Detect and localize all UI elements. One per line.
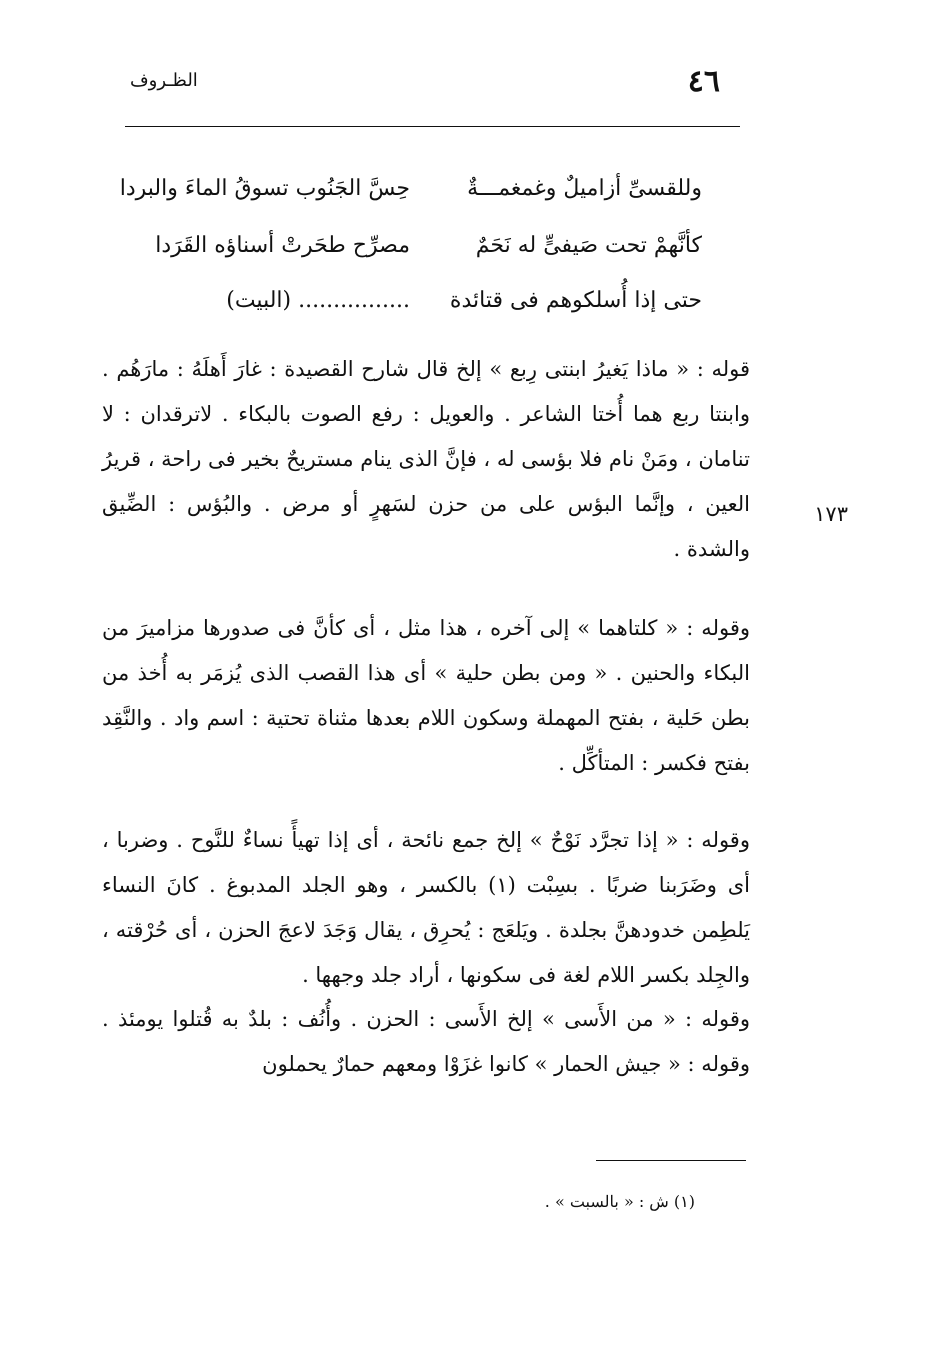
verse-first-hemistich: حتى إذا أُسلكوهم فى قتائدة	[449, 288, 702, 313]
commentary-paragraph-3: وقوله : « إذا تجرَّد نَوْحٌ » إلخ جمع نائحة ، أى إذا تهيأً نساءٌ للنَّوح . وضربا ، أى وضَرَبنا ضربًا . بسِبْت (١) بالكسر ، وهو الجلد المدبوغ . كانَ النساء يَلطِمن خدودهنَّ بجلدة . ويَلعَج : يُحرِق ، يقال وَجَدَ لاعجَ الحزن ، أى حُرْقته ، والجِلد بكسر اللام لغة فى سكونها ، أراد جلد وجهها .	[102, 828, 751, 987]
page-number: ٤٦	[687, 64, 720, 99]
header-divider	[125, 126, 740, 127]
verse-line-2	[0, 233, 927, 273]
verse-line-1	[0, 176, 927, 216]
margin-number: ١٧٣	[814, 502, 848, 526]
running-header-title: الظـروف	[130, 70, 198, 91]
verse-first-hemistich: كأنَّهمْ تحت صَيفىٍّ له نَحَمٌ	[475, 233, 702, 258]
verse-line-3	[0, 288, 927, 328]
verse-second-hemistich: مصرِّح طحَرتْ أسناؤه القَرَدا	[155, 233, 410, 258]
verse-first-hemistich: وللقسىِّ أزاميلٌ وغمغمـــةٌ	[467, 176, 702, 201]
footnote-divider	[596, 1160, 746, 1161]
commentary-paragraph-1: قوله : « ماذا يَغيرُ ابنتى رِبع » إلخ قال شارح القصيدة : غارَ أَهلَهُ : مارَهُم . وابنتا ربع هما أُختا الشاعر . والعويل : رفع الصوت بالبكاء . لاترقدان : لا تنامان ، ومَنْ نام فلا بؤسى له ، فإنَّ الذى ينام مستريحٌ بخير فى راحة ، قريرُ العين ، وإنَّما البؤس على من حزن لسَهرٍ أو مرض . والبُؤس : الضِّيق والشدة .	[101, 357, 750, 561]
verse-second-hemistich: ................ (البيت)	[226, 288, 410, 313]
footnote: (١) ش : « بالسبت » .	[544, 1192, 695, 1211]
commentary-paragraph-4: وقوله : « من الأَسى » إلخ الأَسى : الحزن . وأُنُف : بلدٌ به قُتلوا يومئذ . وقوله : « جيش الحمار » كانوا غزَوْا ومعهم حمارٌ يحملون	[102, 1007, 750, 1076]
commentary-paragraph-2: وقوله : « كلتاهما » إلى آخره ، هذا مثل ، أى كأنَّ فى صدورها مزاميرَ من البكاء والحنين . « ومن بطن حلية » أى هذا القصب الذى يُزمَر به أُخذ من بطن حَلية ، بفتح المهملة وسكون اللام بعدها مثناة تحتية : اسم واد . والنَّقِد بفتح فكسر : المتأكِّل .	[102, 616, 750, 775]
verse-second-hemistich: حِسَّ الجَنُوب تسوقُ الماءَ والبردا	[119, 176, 410, 201]
